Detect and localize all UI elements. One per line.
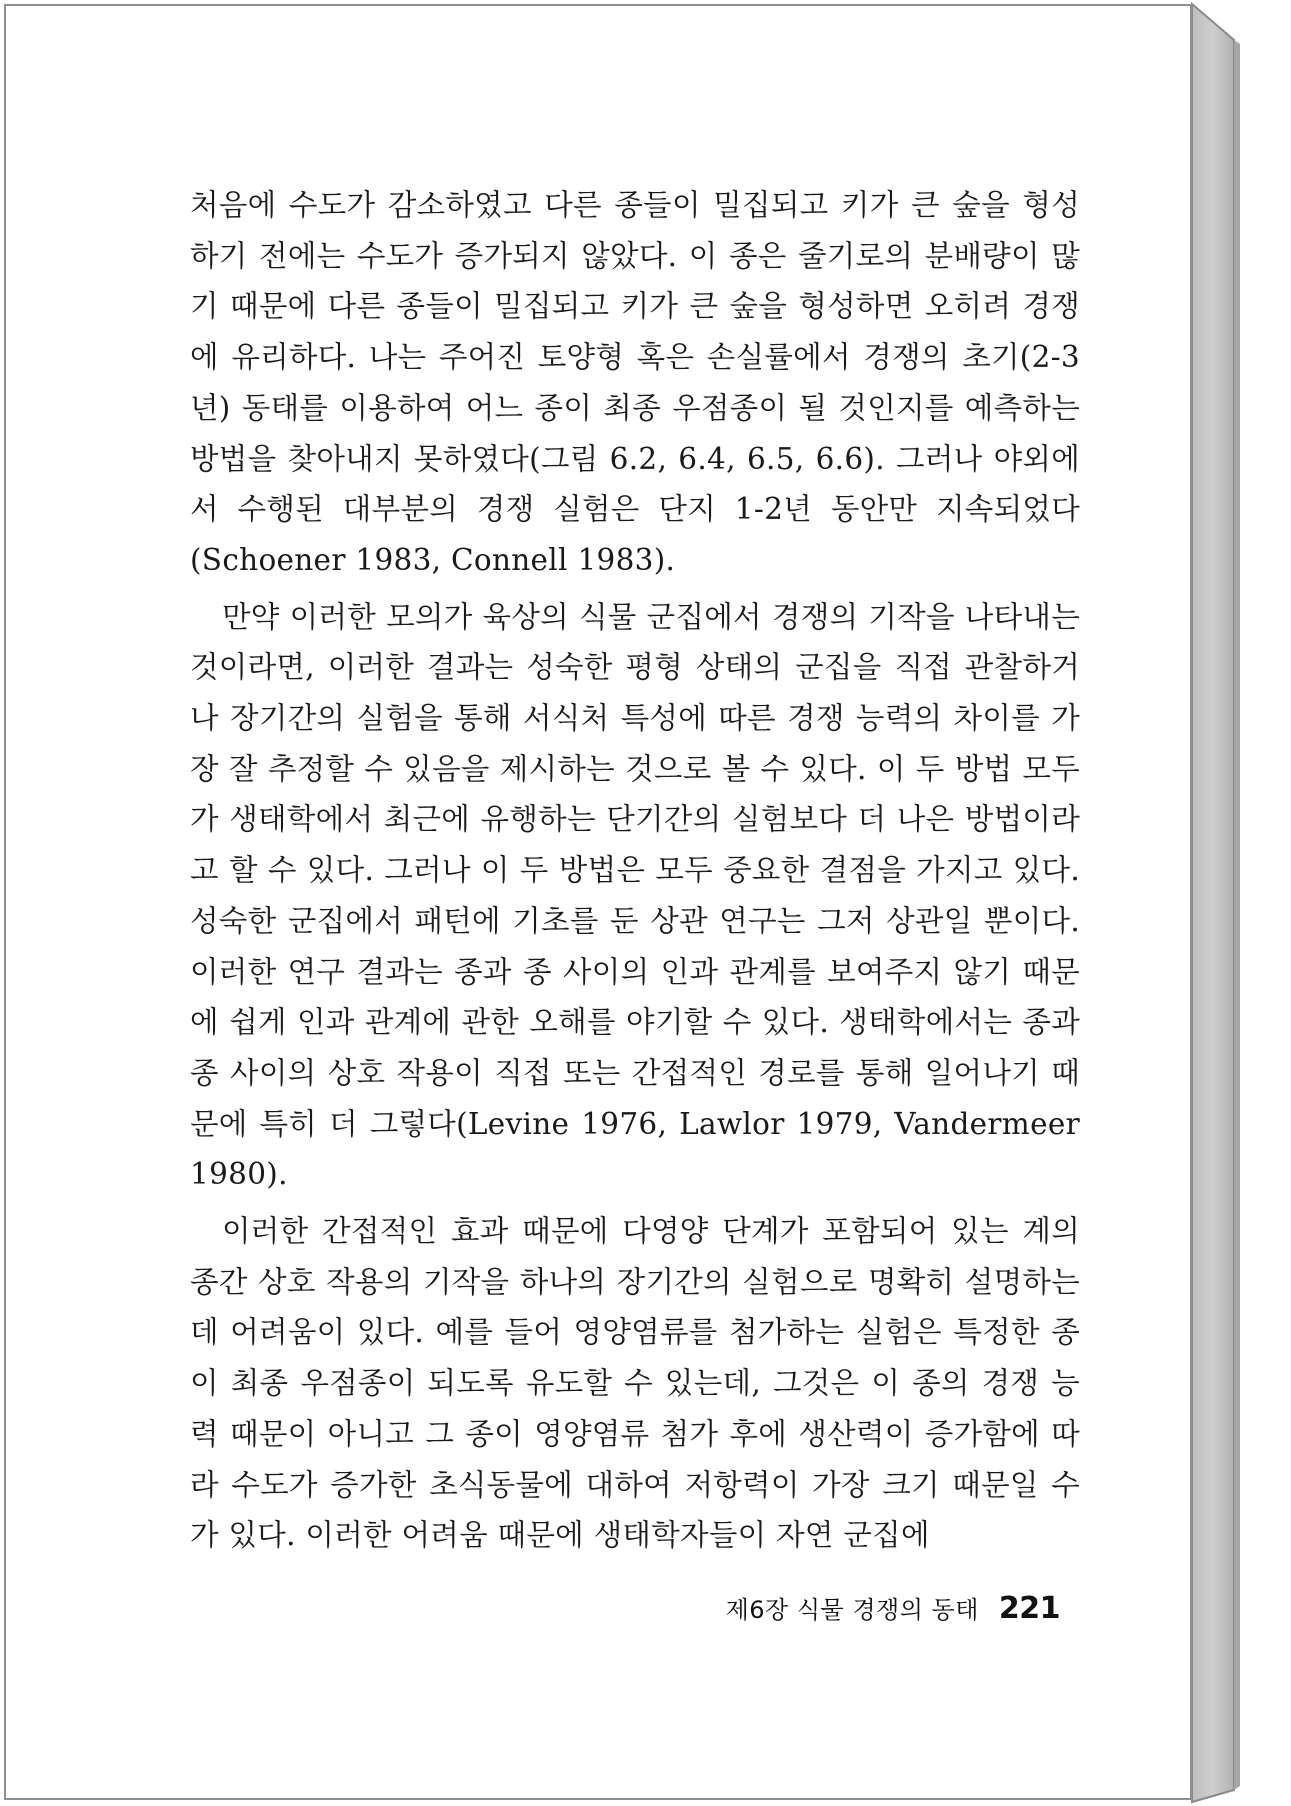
paragraph-3: 이러한 간접적인 효과 때문에 다영양 단계가 포함되어 있는 계의 종간 상호 작용의 기작을 하나의 장기간의 실험으로 명확히 설명하는 데 어려움이 있다. 예를 들어 영양염류를 첨가하는 실험은 특정한 종이 최종 우점종이 되도록 유도할 수 있는데, 그것은 이 종의 경쟁 능력 때문이 아니고 그 종이 영양염류 첨가 후에 생산력이 증가함에 따라 수도가 증가한 초식동물에 대하여 저항력이 가장 크기 때문일 수가 있다. 이러한 어려움 때문에 생태학자들이 자연 군집에 [190,1214,1080,1553]
page-footer [720,1590,1060,1640]
page-number: 221 [998,1591,1060,1626]
body-text [190,180,1080,1561]
book-spine-edge [1190,0,1290,1806]
paragraph-1: 처음에 수도가 감소하였고 다른 종들이 밀집되고 키가 큰 숲을 형성하기 전에는 수도가 증가되지 않았다. 이 종은 줄기로의 분배량이 많기 때문에 다른 종들이 밀집되고 키가 큰 숲을 형성하면 오히려 경쟁에 유리하다. 나는 주어진 토양형 혹은 손실률에서 경쟁의 초기(2-3년) 동태를 이용하여 어느 종이 최종 우점종이 될 것인지를 예측하는 방법을 찾아내지 못하였다(그림 6.2, 6.4, 6.5, 6.6). 그러나 야외에서 수행된 대부분의 경쟁 실험은 단지 1-2년 동안만 지속되었다(Schoener 1983, Connell 1983). [190,188,1080,577]
paragraph-2: 만약 이러한 모의가 육상의 식물 군집에서 경쟁의 기작을 나타내는 것이라면, 이러한 결과는 성숙한 평형 상태의 군집을 직접 관찰하거나 장기간의 실험을 통해 서식처 특성에 따른 경쟁 능력의 차이를 가장 잘 추정할 수 있음을 제시하는 것으로 볼 수 있다. 이 두 방법 모두가 생태학에서 최근에 유행하는 단기간의 실험보다 더 나은 방법이라고 할 수 있다. 그러나 이 두 방법은 모두 중요한 결점을 가지고 있다. 성숙한 군집에서 패턴에 기초를 둔 상관 연구는 그저 상관일 뿐이다. 이러한 연구 결과는 종과 종 사이의 인과 관계를 보여주지 않기 때문에 쉽게 인과 관계에 관한 오해를 야기할 수 있다. 생태학에서는 종과 종 사이의 상호 작용이 직접 또는 간접적인 경로를 통해 일어나기 때문에 특히 더 그렇다(Levine 1976, Lawlor 1979, Vandermeer 1980). [190,599,1080,1192]
running-chapter-title: 제6장 식물 경쟁의 동태 [725,1596,979,1624]
